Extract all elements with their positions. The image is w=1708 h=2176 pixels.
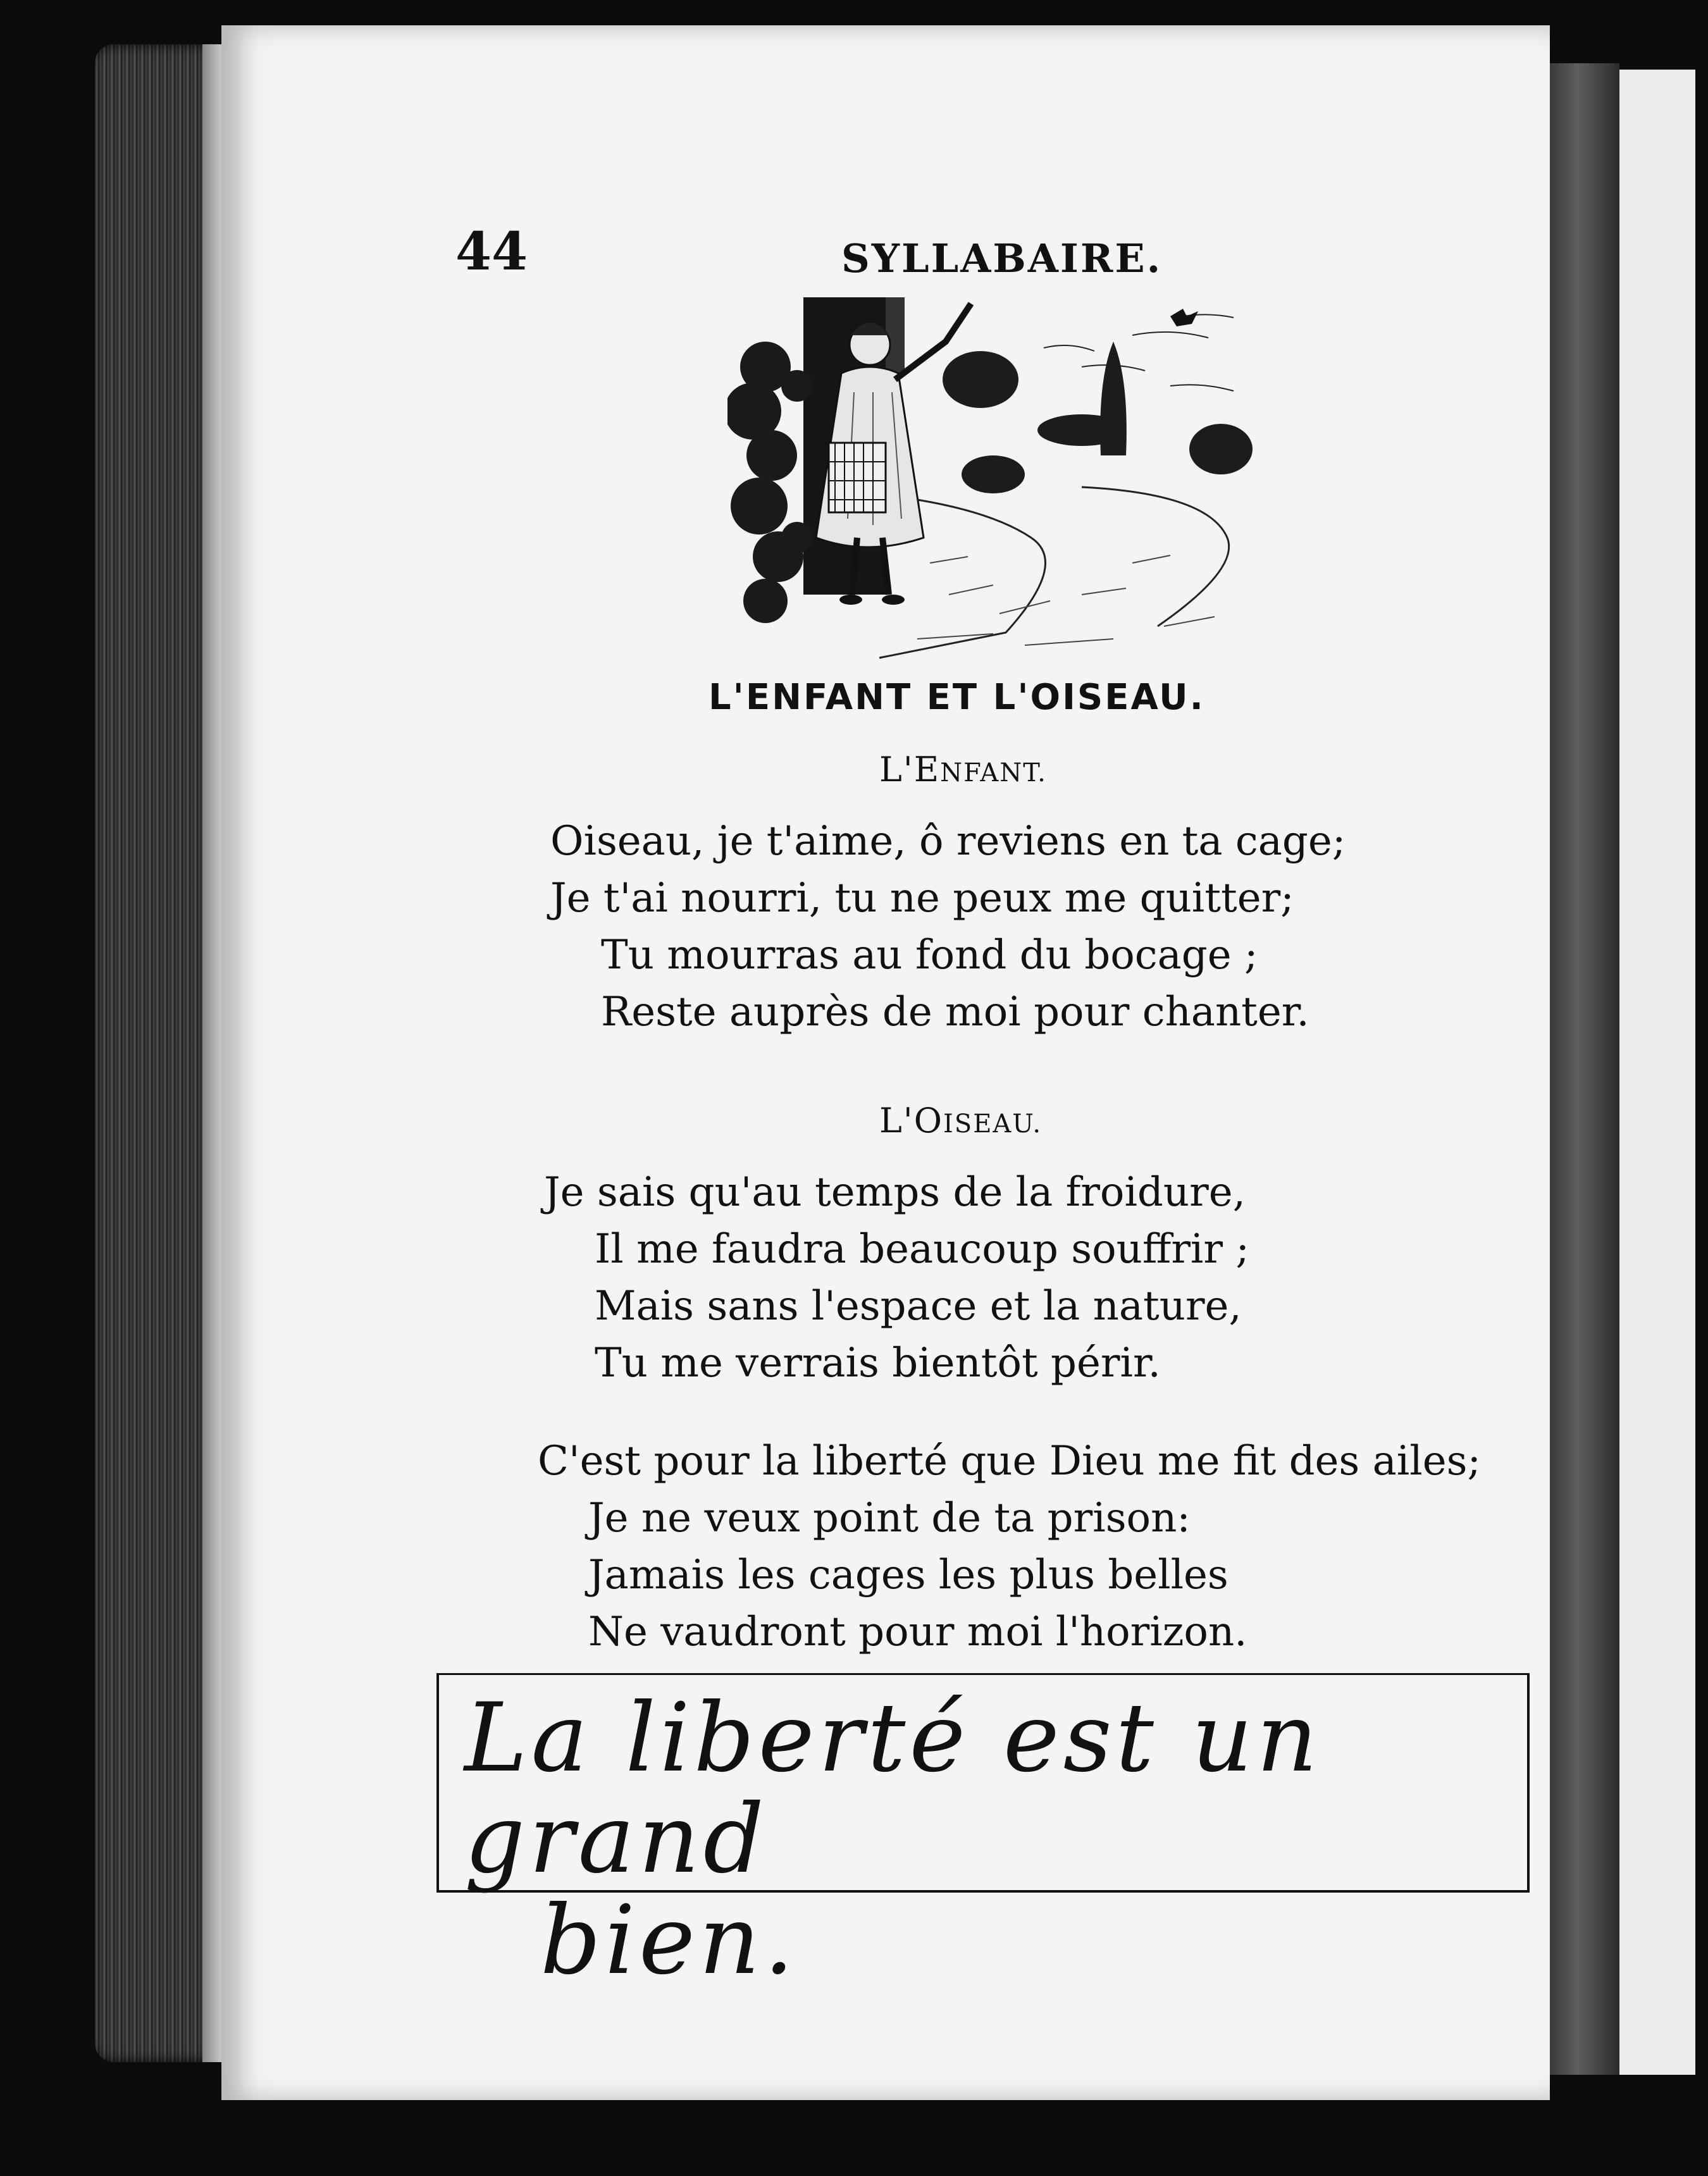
verse-line: Tu mourras au fond du bocage ; [601, 932, 1258, 979]
next-page-edge [1619, 70, 1695, 2075]
verse-line: Jamais les cages les plus belles [588, 1552, 1228, 1598]
page-number: 44 [455, 221, 528, 282]
speaker-oiseau-initial: L'O [879, 1101, 943, 1141]
girl-releasing-bird-icon [727, 297, 1259, 664]
speaker-oiseau-rest: ISEAU. [943, 1110, 1043, 1139]
verse-line: Je sais qu'au temps de la froidure, [544, 1169, 1246, 1216]
stanza-1 [550, 813, 1346, 1041]
verse-line: Oiseau, je t'aime, ô reviens en ta cage; [550, 818, 1346, 865]
handwriting-box [436, 1673, 1530, 1996]
verse-line: Il me faudra beaucoup souffrir ; [595, 1226, 1249, 1273]
speaker-oiseau [879, 1101, 1042, 1141]
verse-line: Reste auprès de moi pour chanter. [601, 989, 1309, 1035]
handwriting-line: bien. [540, 1886, 798, 1996]
running-head: SYLLABAIRE. [841, 235, 1163, 281]
stanza-3 [538, 1433, 1481, 1660]
verse-line: Ne vaudront pour moi l'horizon. [588, 1609, 1247, 1655]
speaker-enfant-rest: NFANT. [940, 758, 1047, 788]
verse-line: Tu me verrais bientôt périr. [595, 1340, 1161, 1387]
book-gutter [1550, 63, 1619, 2075]
handwriting-text [464, 1683, 1502, 1996]
speaker-enfant-initial: L'E [879, 750, 941, 789]
speaker-enfant [879, 750, 1047, 789]
poem-title: L'ENFANT ET L'OISEAU. [709, 677, 1205, 718]
handwriting-line: La liberté est un grand [464, 1683, 1321, 1895]
verse-line: Je ne veux point de ta prison: [588, 1495, 1191, 1542]
verse-line: Je t'ai nourri, tu ne peux me quitter; [550, 875, 1294, 922]
verse-line: C'est pour la liberté que Dieu me fit des ailes; [538, 1438, 1481, 1485]
verse-line: Mais sans l'espace et la nature, [595, 1283, 1242, 1330]
stanza-2 [544, 1164, 1249, 1392]
page-edges [95, 44, 228, 2062]
